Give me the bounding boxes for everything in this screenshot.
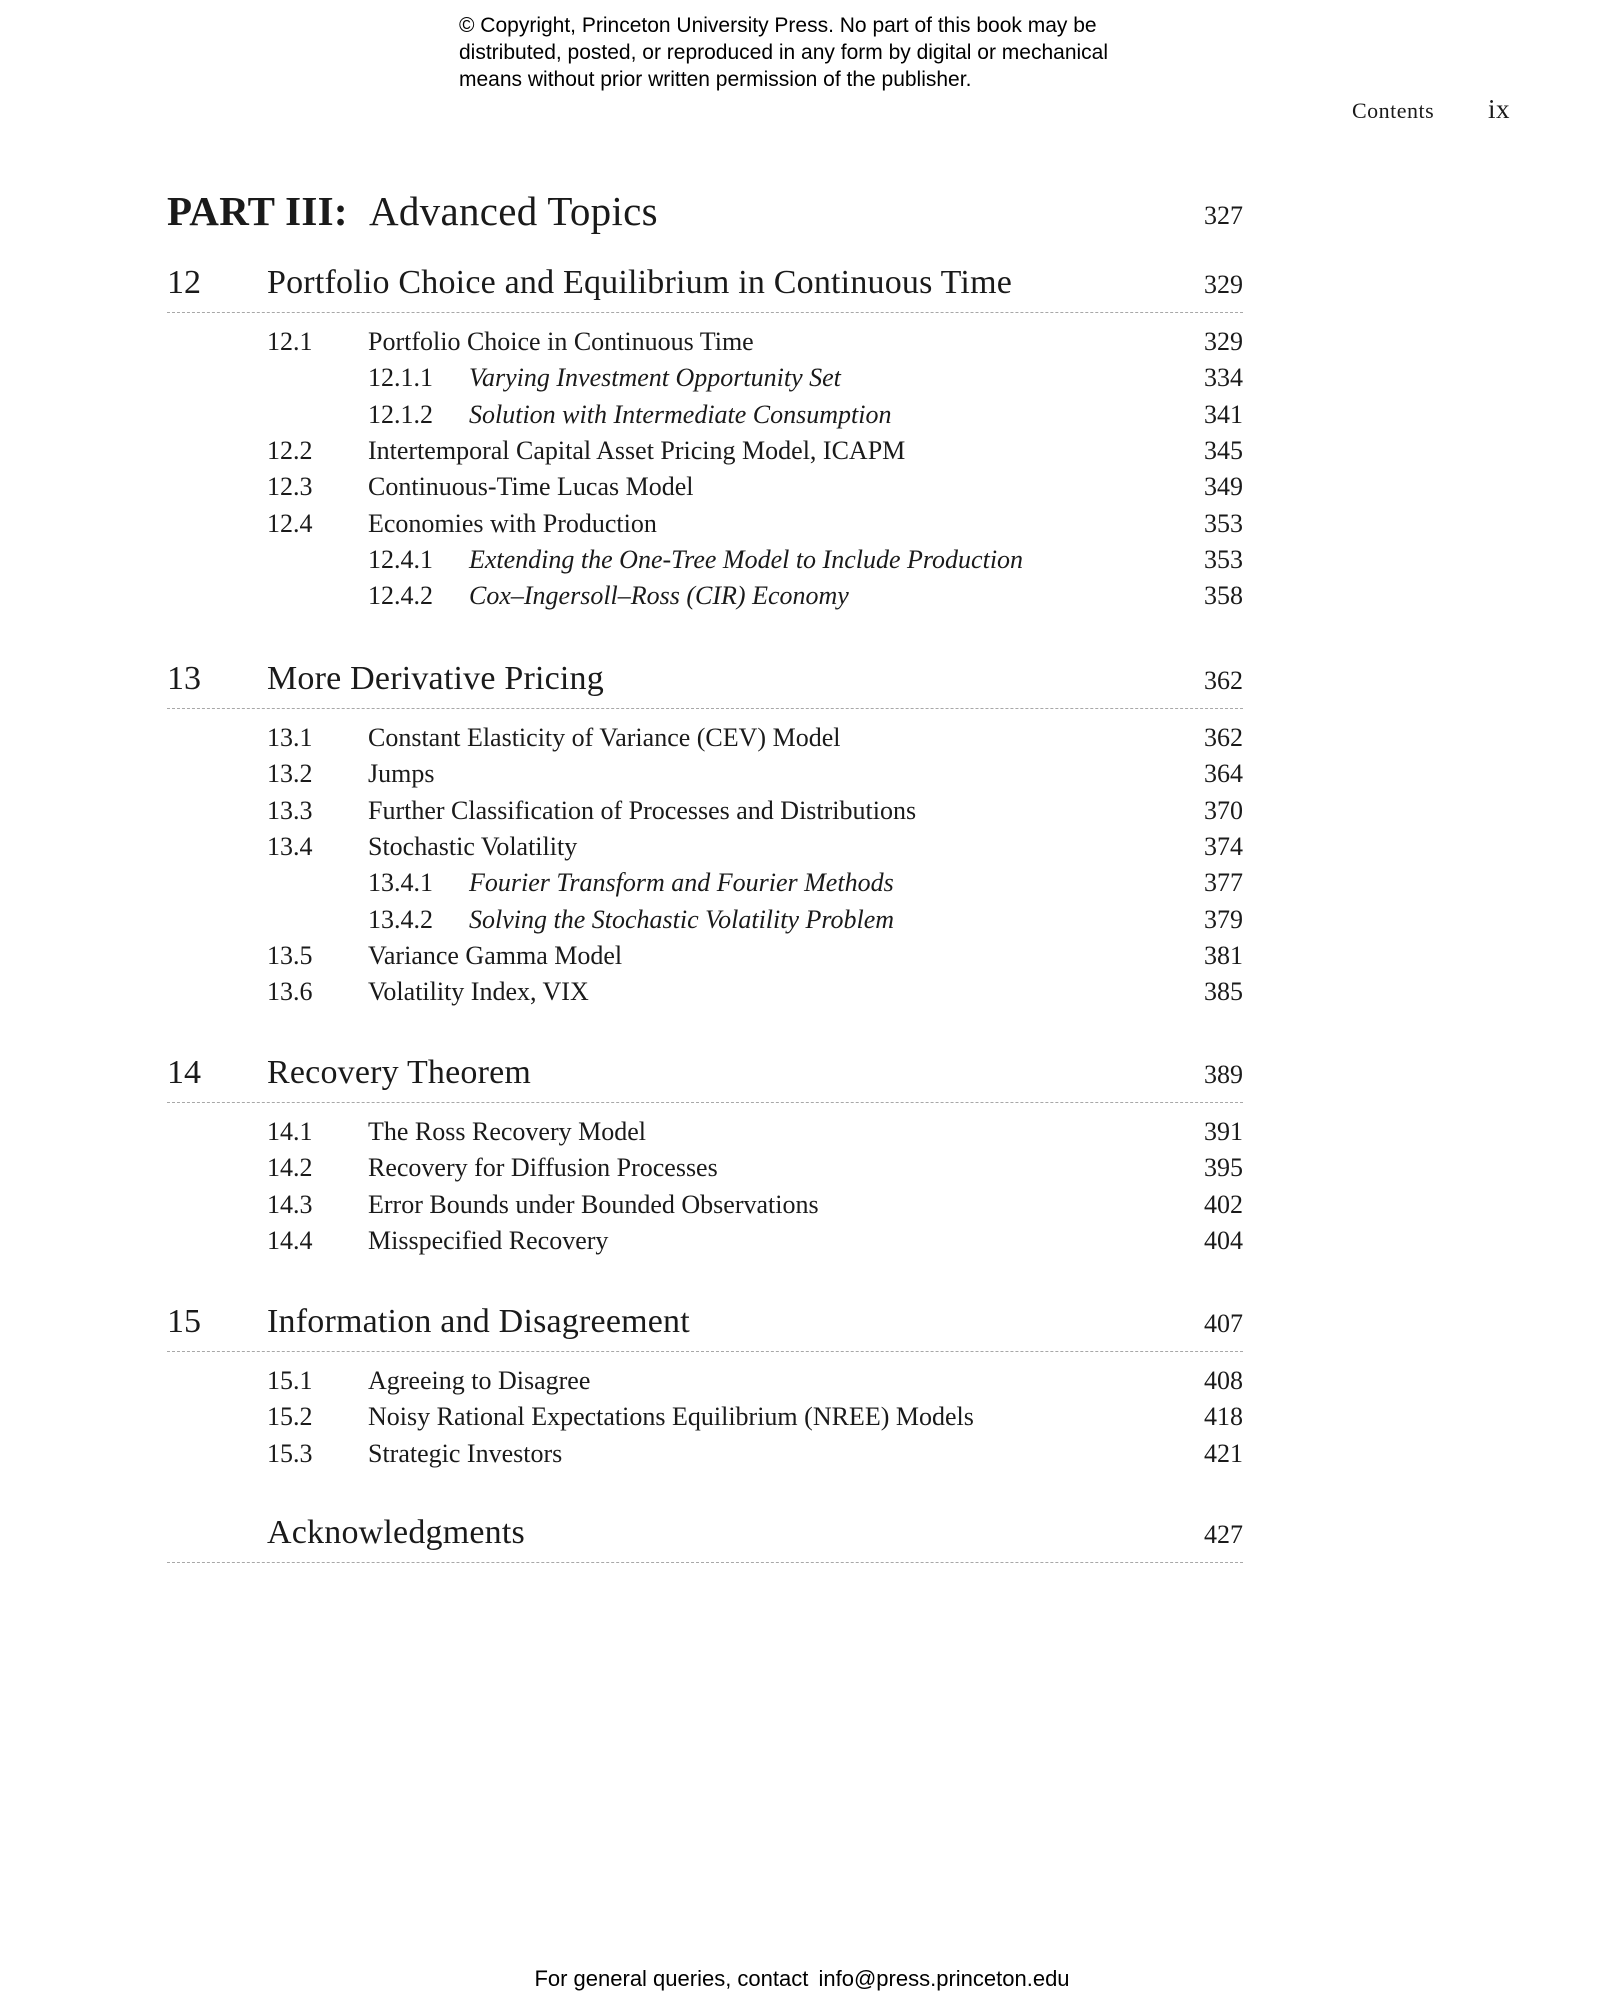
entry-page-number: 334: [1204, 363, 1243, 393]
entry-title: Solution with Intermediate Consumption: [469, 399, 892, 429]
entry-number: 13.6: [267, 977, 313, 1007]
toc-section-entry[interactable]: [167, 1188, 1243, 1224]
entry-number: 15.2: [267, 1402, 313, 1432]
chapter-title: Acknowledgments: [267, 1514, 525, 1551]
entry-page-number: 408: [1204, 1366, 1243, 1395]
chapter-title: Information and Disagreement: [267, 1303, 690, 1340]
toc-section-entry[interactable]: [167, 1400, 1243, 1436]
toc-section-entry[interactable]: [167, 1151, 1243, 1187]
chapter-title: Portfolio Choice and Equilibrium in Continuous Time: [267, 264, 1013, 301]
entry-page-number: 421: [1204, 1438, 1243, 1468]
copyright-line: means without prior written permission of the publisher.: [459, 68, 972, 91]
toc-section-entry[interactable]: [167, 434, 1243, 470]
entry-number: 13.1: [267, 723, 313, 752]
toc-section-entry[interactable]: [167, 1224, 1243, 1260]
toc-section-entry[interactable]: [167, 325, 1243, 361]
footer-contact: [0, 1966, 1600, 1992]
entry-title: Intertemporal Capital Asset Pricing Model, ICAPM: [368, 435, 906, 465]
entry-title: Variance Gamma Model: [368, 940, 623, 970]
entry-page-number: 391: [1204, 1117, 1243, 1146]
entry-title: Portfolio Choice in Continuous Time: [368, 327, 754, 356]
entry-page-number: 374: [1204, 831, 1243, 861]
entry-title: Strategic Investors: [368, 1438, 563, 1468]
entry-number: 12.1.2: [368, 399, 433, 429]
toc-subsection-entry[interactable]: [167, 543, 1243, 579]
chapter-heading[interactable]: [167, 262, 1243, 313]
toc-subsection-entry[interactable]: [167, 903, 1243, 939]
entry-title: Solving the Stochastic Volatility Problem: [469, 904, 895, 934]
entry-number: 12.4: [267, 508, 313, 538]
entry-page-number: 364: [1204, 759, 1243, 789]
toc-section-entry[interactable]: [167, 1115, 1243, 1151]
toc-section-entry[interactable]: [167, 470, 1243, 506]
entry-page-number: 341: [1204, 399, 1243, 429]
entry-page-number: 404: [1204, 1225, 1243, 1255]
entry-title: Extending the One-Tree Model to Include Production: [469, 544, 1024, 574]
chapter-number: 13: [167, 660, 201, 697]
footer-text: For general queries, contact: [534, 1966, 809, 1991]
footer-email[interactable]: info@press.princeton.edu: [818, 1966, 1070, 1991]
entry-number: 15.3: [267, 1438, 313, 1468]
chapter-page-number: 362: [1204, 666, 1243, 695]
part-subtitle: Advanced Topics: [368, 188, 658, 234]
entry-title: Misspecified Recovery: [368, 1225, 609, 1255]
part-label: PART III:: [167, 188, 348, 234]
entry-title: Fourier Transform and Fourier Methods: [469, 868, 894, 898]
entry-page-number: 370: [1204, 795, 1243, 825]
entry-number: 12.1: [267, 327, 313, 356]
chapter-heading[interactable]: [167, 1512, 1243, 1563]
chapter-number: 15: [167, 1303, 201, 1340]
entry-page-number: 418: [1204, 1402, 1243, 1432]
entry-page-number: 329: [1204, 327, 1243, 356]
entry-title: Varying Investment Opportunity Set: [469, 363, 841, 393]
toc-section-entry[interactable]: [167, 507, 1243, 543]
entry-page-number: 395: [1204, 1153, 1243, 1183]
toc-subsection-entry[interactable]: [167, 398, 1243, 434]
chapter-title: More Derivative Pricing: [267, 660, 604, 697]
entry-title: Stochastic Volatility: [368, 831, 578, 861]
entry-page-number: 353: [1204, 508, 1243, 538]
entry-number: 13.4.1: [368, 868, 433, 898]
toc-section-entry[interactable]: [167, 975, 1243, 1011]
copyright-line: © Copyright, Princeton University Press. No part of this book may be: [459, 14, 1097, 37]
entry-number: 14.4: [267, 1225, 313, 1255]
chapter-heading[interactable]: [167, 1301, 1243, 1352]
entry-number: 12.3: [267, 472, 313, 502]
part-heading: [167, 187, 1243, 243]
entry-page-number: 345: [1204, 435, 1243, 465]
entry-number: 14.3: [267, 1189, 313, 1219]
entry-title: Error Bounds under Bounded Observations: [368, 1189, 819, 1219]
entry-number: 12.2: [267, 435, 313, 465]
toc-section-entry[interactable]: [167, 721, 1243, 757]
entry-title: Noisy Rational Expectations Equilibrium (NREE) Models: [368, 1402, 974, 1432]
entry-title: Economies with Production: [368, 508, 657, 538]
entry-number: 12.4.2: [368, 581, 433, 611]
chapter-page-number: 407: [1204, 1309, 1243, 1338]
entry-page-number: 385: [1204, 977, 1243, 1007]
entry-number: 13.4.2: [368, 904, 433, 934]
entry-page-number: 358: [1204, 581, 1243, 611]
part-page-number: 327: [1204, 201, 1243, 230]
running-head-label: Contents: [1352, 98, 1435, 123]
running-head-page-number: ix: [1488, 94, 1511, 124]
entry-title: Continuous-Time Lucas Model: [368, 472, 694, 502]
chapter-heading[interactable]: [167, 1052, 1243, 1103]
chapter-heading[interactable]: [167, 658, 1243, 709]
entry-page-number: 353: [1204, 544, 1243, 574]
chapter-number: 12: [167, 264, 201, 301]
entry-page-number: 381: [1204, 940, 1243, 970]
entry-title: Agreeing to Disagree: [368, 1366, 591, 1395]
toc-section-entry[interactable]: [167, 1364, 1243, 1400]
entry-title: Cox–Ingersoll–Ross (CIR) Economy: [469, 581, 849, 611]
toc-section-entry[interactable]: [167, 830, 1243, 866]
entry-title: Recovery for Diffusion Processes: [368, 1153, 718, 1183]
toc-subsection-entry[interactable]: [167, 579, 1243, 615]
toc-subsection-entry[interactable]: [167, 361, 1243, 397]
toc-section-entry[interactable]: [167, 939, 1243, 975]
entry-number: 15.1: [267, 1366, 313, 1395]
entry-number: 12.4.1: [368, 544, 433, 574]
entry-number: 12.1.1: [368, 363, 433, 393]
entry-title: Jumps: [368, 759, 435, 789]
entry-title: The Ross Recovery Model: [368, 1117, 647, 1146]
toc-section-entry[interactable]: [167, 794, 1243, 830]
toc-subsection-entry[interactable]: [167, 866, 1243, 902]
chapter-title: Recovery Theorem: [267, 1054, 532, 1091]
entry-number: 14.1: [267, 1117, 313, 1146]
chapter-page-number: 329: [1204, 270, 1243, 299]
entry-number: 14.2: [267, 1153, 313, 1183]
entry-number: 13.3: [267, 795, 313, 825]
chapter-page-number: 427: [1204, 1520, 1243, 1549]
entry-page-number: 379: [1204, 904, 1243, 934]
chapter-number: 14: [167, 1054, 201, 1091]
entry-page-number: 402: [1204, 1189, 1243, 1219]
copyright-notice: [459, 12, 1179, 93]
part-title: [167, 187, 658, 235]
entry-page-number: 349: [1204, 472, 1243, 502]
toc-section-entry[interactable]: [167, 1437, 1243, 1473]
entry-title: Constant Elasticity of Variance (CEV) Model: [368, 723, 841, 752]
copyright-line: distributed, posted, or reproduced in any form by digital or mechanical: [459, 41, 1109, 64]
entry-number: 13.5: [267, 940, 313, 970]
entry-title: Further Classification of Processes and Distributions: [368, 795, 917, 825]
entry-title: Volatility Index, VIX: [368, 977, 589, 1007]
entry-number: 13.2: [267, 759, 313, 789]
toc-section-entry[interactable]: [167, 757, 1243, 793]
entry-page-number: 377: [1204, 868, 1243, 898]
entry-page-number: 362: [1204, 723, 1243, 752]
entry-number: 13.4: [267, 831, 313, 861]
chapter-page-number: 389: [1204, 1060, 1243, 1089]
